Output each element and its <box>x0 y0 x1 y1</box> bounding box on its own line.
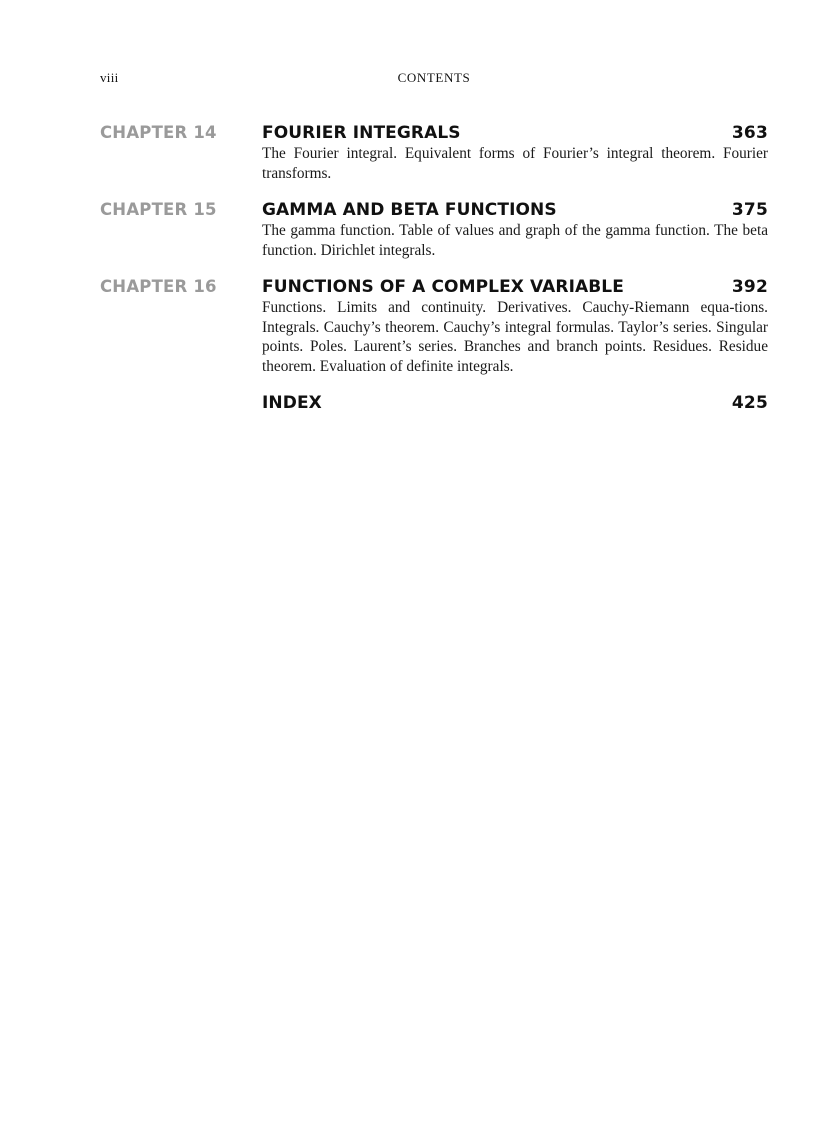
entry-title: GAMMA AND BETA FUNCTIONS <box>262 200 557 220</box>
entry-page-number: 363 <box>731 123 768 143</box>
running-title: CONTENTS <box>397 70 471 85</box>
entry-title: FOURIER INTEGRALS <box>262 123 461 143</box>
entry-description: Functions. Limits and continuity. Derivatives. Cauchy-Riemann equa-tions. Integrals. Cauchy’s theorem. Cauchy’s integral formulas. Taylor’s series. Singular points. Poles. Laurent’s series. Branches and branch points. Residues. Residue theorem. Evaluation of definite integrals. <box>262 299 768 375</box>
toc-entry-index <box>100 392 768 414</box>
entry-heading <box>262 392 768 414</box>
running-head <box>100 70 768 88</box>
entry-title: FUNCTIONS OF A COMPLEX VARIABLE <box>262 277 624 297</box>
toc-entry-chapter-15 <box>100 199 768 260</box>
entry-page-number: 375 <box>731 200 768 220</box>
entry-heading <box>262 199 768 221</box>
entry-heading <box>262 122 768 144</box>
entry-page-number: 392 <box>731 277 768 297</box>
chapter-label: CHAPTER 14 <box>100 123 217 142</box>
index-page-number: 425 <box>731 393 768 413</box>
entry-description: The gamma function. Table of values and graph of the gamma function. The beta function. Dirichlet integrals. <box>262 222 768 259</box>
chapter-label: CHAPTER 16 <box>100 277 217 296</box>
index-title: INDEX <box>262 393 322 413</box>
entry-description: The Fourier integral. Equivalent forms of Fourier’s integral theorem. Fourier transforms. <box>262 145 768 182</box>
entry-heading <box>262 276 768 298</box>
toc-entry-chapter-14 <box>100 122 768 183</box>
table-of-contents <box>100 122 768 430</box>
chapter-label: CHAPTER 15 <box>100 200 217 219</box>
page-number: viii <box>100 70 119 85</box>
toc-entry-chapter-16 <box>100 276 768 376</box>
